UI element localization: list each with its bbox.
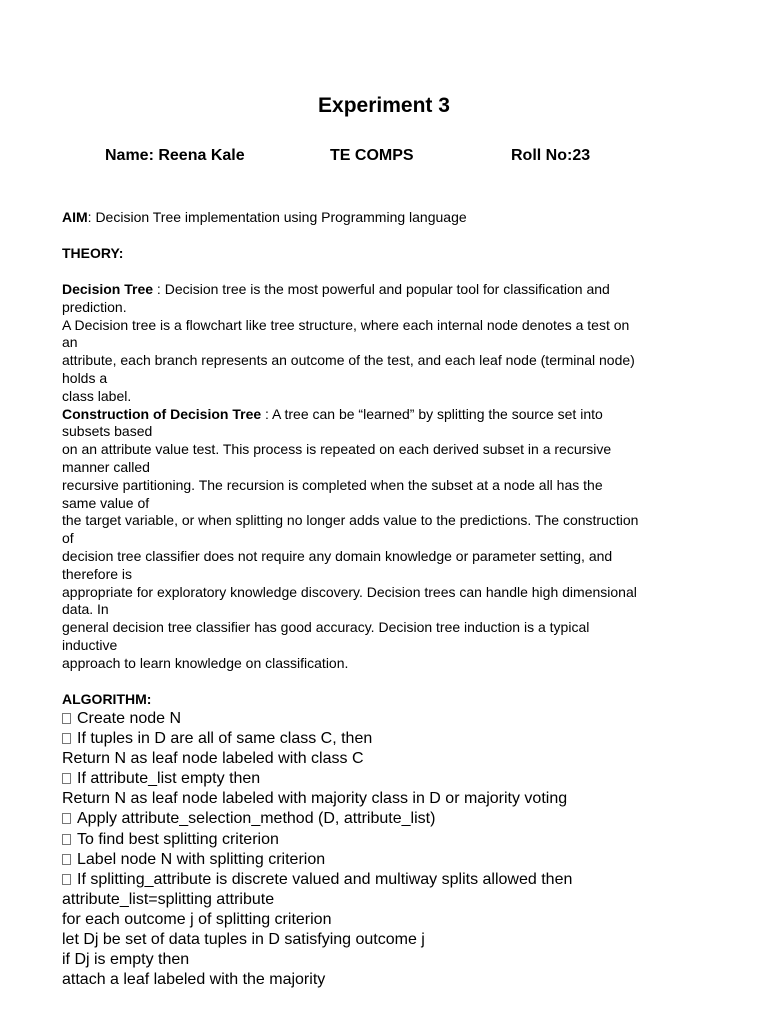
algorithm-step xyxy=(62,910,702,930)
theory-line: the target variable, or when splitting no longer adds value to the predictions. The construction xyxy=(62,512,639,529)
algorithm-step xyxy=(62,709,702,729)
algorithm-step-text: To find best splitting criterion xyxy=(77,830,279,848)
theory-line: subsets based xyxy=(62,423,153,440)
algorithm-heading: ALGORITHM: xyxy=(62,691,152,707)
theory-line: general decision tree classifier has good accuracy. Decision tree induction is a typical xyxy=(62,619,590,636)
theory-line: same value of xyxy=(62,494,150,511)
algorithm-step xyxy=(62,950,702,970)
algorithm-body xyxy=(62,709,702,990)
construction-text: : A tree can be “learned” by splitting the source set into xyxy=(261,405,603,422)
algorithm-step xyxy=(62,850,702,870)
theory-line xyxy=(62,281,692,299)
student-class: TE COMPS xyxy=(330,147,414,164)
theory-line: A Decision tree is a flowchart like tree structure, where each internal node denotes a test on xyxy=(62,316,630,333)
algorithm-step xyxy=(62,769,702,789)
theory-line: of xyxy=(62,530,74,547)
theory-line: recursive partitioning. The recursion is completed when the subset at a node all has the xyxy=(62,476,603,493)
aim-text: : Decision Tree implementation using Programming language xyxy=(87,209,467,225)
algorithm-step xyxy=(62,970,702,990)
algorithm-step-text: Return N as leaf node labeled with class C xyxy=(62,750,364,768)
bullet-box-icon xyxy=(62,713,71,724)
bullet-box-icon xyxy=(62,773,71,784)
algorithm-step-text: for each outcome j of splitting criterion xyxy=(62,910,332,928)
algorithm-step xyxy=(62,930,702,950)
algorithm-step xyxy=(62,749,702,769)
theory-line: attribute, each branch represents an outcome of the test, and each leaf node (terminal node) xyxy=(62,352,635,369)
theory-line: holds a xyxy=(62,369,108,386)
decision-tree-label: Decision Tree xyxy=(62,281,154,297)
algorithm-step xyxy=(62,809,702,829)
theory-line: therefore is xyxy=(62,565,133,582)
algorithm-step-text: If attribute_list empty then xyxy=(77,770,261,788)
theory-line: data. In xyxy=(62,601,109,618)
algorithm-step-text: Create node N xyxy=(77,710,182,727)
algorithm-step-text: if Dj is empty then xyxy=(62,951,190,969)
theory-line: an xyxy=(62,334,78,351)
algorithm-step xyxy=(62,890,702,910)
algorithm-step-text: If splitting_attribute is discrete valued and multiway splits allowed then xyxy=(77,870,573,888)
theory-line: manner called xyxy=(62,458,150,475)
algorithm-step xyxy=(62,870,702,890)
algorithm-step-text: Return N as leaf node labeled with majority class in D or majority voting xyxy=(62,790,568,808)
theory-heading: THEORY: xyxy=(62,245,124,261)
decision-tree-text: : Decision tree is the most powerful and popular tool for classification and xyxy=(153,281,610,297)
algorithm-step-text: attribute_list=splitting attribute xyxy=(62,890,275,908)
algorithm-step-text: let Dj be set of data tuples in D satisfying outcome j xyxy=(62,931,425,949)
theory-line xyxy=(62,406,692,424)
theory-line: appropriate for exploratory knowledge discovery. Decision trees can handle high dimensional xyxy=(62,583,637,600)
theory-line: class label. xyxy=(62,387,132,404)
aim-label: AIM xyxy=(62,209,88,225)
theory-body xyxy=(62,281,692,673)
algorithm-step-text: Apply attribute_selection_method (D, attribute_list) xyxy=(77,810,436,828)
bullet-box-icon xyxy=(62,834,71,845)
theory-line: approach to learn knowledge on classification. xyxy=(62,654,349,671)
algorithm-step-text: attach a leaf labeled with the majority xyxy=(62,971,326,989)
theory-line: decision tree classifier does not require any domain knowledge or parameter setting, and xyxy=(62,547,613,564)
algorithm-step-text: Label node N with splitting criterion xyxy=(77,850,326,868)
theory-line: on an attribute value test. This process is repeated on each derived subset in a recursive xyxy=(62,441,612,458)
theory-line: inductive xyxy=(62,636,118,653)
bullet-box-icon xyxy=(62,733,71,744)
theory-line: prediction. xyxy=(62,298,127,315)
algorithm-step xyxy=(62,729,702,749)
student-name: Name: Reena Kale xyxy=(105,147,245,164)
bullet-box-icon xyxy=(62,813,71,824)
aim-line xyxy=(62,209,467,225)
construction-label: Construction of Decision Tree xyxy=(62,405,262,422)
bullet-box-icon xyxy=(62,874,71,885)
algorithm-step-text: If tuples in D are all of same class C, then xyxy=(77,730,373,748)
bullet-box-icon xyxy=(62,854,71,865)
algorithm-step xyxy=(62,789,702,809)
roll-number: Roll No:23 xyxy=(511,147,591,164)
algorithm-step xyxy=(62,830,702,850)
page-title: Experiment 3 xyxy=(318,94,450,117)
